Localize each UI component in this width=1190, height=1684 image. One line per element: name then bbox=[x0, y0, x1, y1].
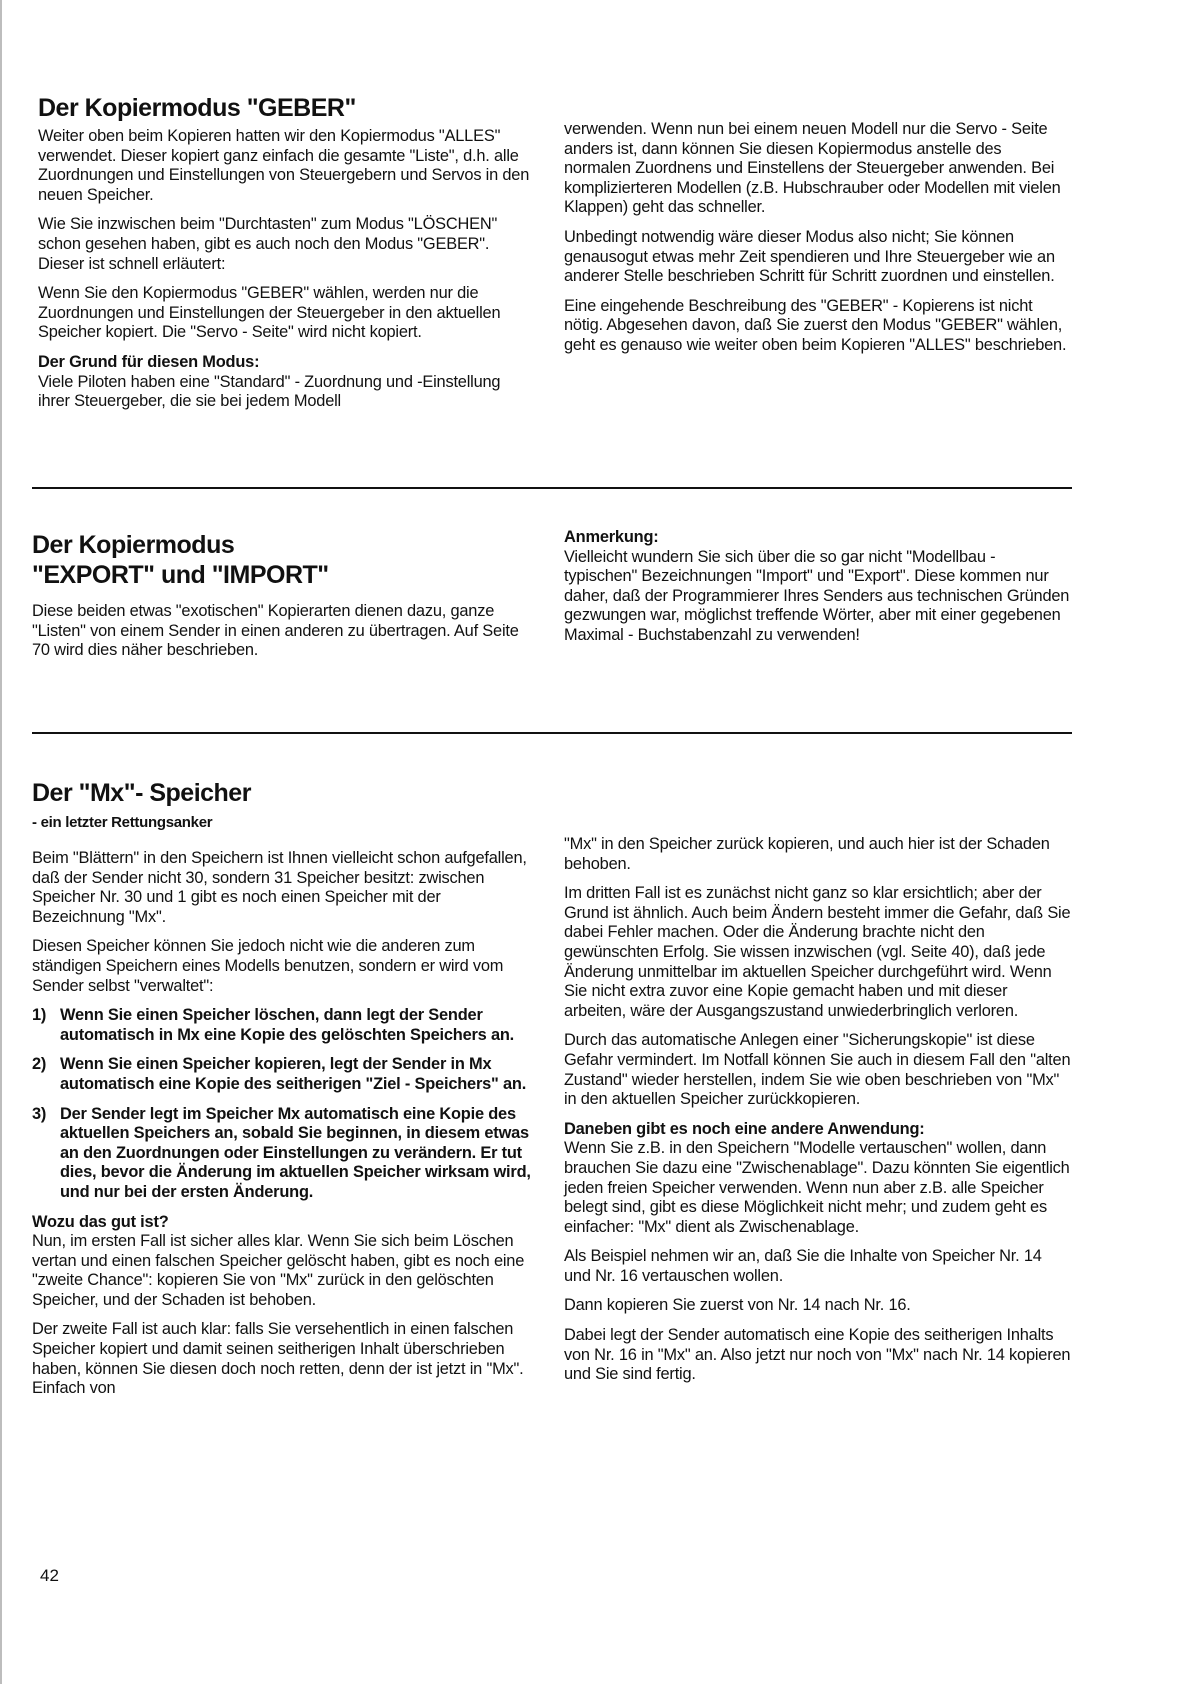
paragraph: Eine eingehende Beschreibung des "GEBER" - Kopierens ist nicht nötig. Abgesehen davon, daß Sie zuerst den Modus "GEBER" wählen, geht es genauso wie weiter oben beim Kopieren "ALLES" beschrieben. bbox=[564, 296, 1067, 354]
note-text: Vielleicht wundern Sie sich über die so gar nicht "Modellbau - typischen" Bezeichnungen "Import" und "Export". Diese kommen nur daher, daß der Programmierer Ihres Senders aus technischen Gründen gezwungen war, möglichst treffende Wörter, aber mit einer gegebenen Maximal - Buchstabenzahl zu verwenden! bbox=[564, 547, 1070, 644]
section3-left-column bbox=[32, 849, 535, 1409]
section-subtitle-mx: - ein letzter Rettungsanker bbox=[32, 814, 213, 831]
why-label: Wozu das gut ist? bbox=[32, 1212, 169, 1231]
paragraph: Viele Piloten haben eine "Standard" - Zuordnung und -Einstellung ihrer Steuergeber, die sie bei jedem Modell bbox=[38, 372, 501, 411]
paragraph: Wenn Sie z.B. in den Speichern "Modelle vertauschen" wollen, dann brauchen Sie dazu eine "Zwischenablage". Dazu könnten Sie eigentlich jeden freien Speicher verwenden. Wenn nun aber z.B. alle Speicher belegt sind, gibt es diese Möglichkeit nicht mehr; und zudem geht es einfacher: "Mx" dient als Zwischenablage. bbox=[564, 1139, 1070, 1236]
paragraph: Im dritten Fall ist es zunächst nicht ganz so klar ersichtlich; aber der Grund ist ähnlich. Auch beim Ändern besteht immer die Gefahr, daß Sie dabei Fehler machen. Oder die Änderung brachte nicht den gewünschten Erfolg. Sie wissen inzwischen (vgl. Seite 40), daß jede Änderung unmittelbar im aktuellen Speicher durchgeführt wird. Wenn Sie nicht extra zuvor eine Kopie gemacht haben und mit dieser arbeiten, wäre der Ausgangszustand unwiederbringlich verloren. bbox=[564, 884, 1071, 1020]
section2-left-column bbox=[32, 602, 535, 671]
paragraph: Als Beispiel nehmen wir an, daß Sie die Inhalte von Speicher Nr. 14 und Nr. 16 vertauschen wollen. bbox=[564, 1247, 1042, 1285]
paragraph: Weiter oben beim Kopieren hatten wir den Kopiermodus "ALLES" verwendet. Dieser kopiert ganz einfach die gesamte "Liste", d.h. alle Zuordnungen und Einstellungen von Steuergebern und Servos in den neuen Speicher. bbox=[38, 127, 530, 204]
list-item: 2) Wenn Sie einen Speicher kopieren, legt der Sender in Mx automatisch eine Kopie des seitherigen "Ziel - Speichers" an. bbox=[32, 1055, 527, 1093]
section2-right-column bbox=[564, 528, 1072, 656]
paragraph: Der zweite Fall ist auch klar: falls Sie versehentlich in einen falschen Speicher kopiert und damit seinen seitherigen Inhalt überschrieben haben, können Sie diesen doch noch retten, denn der ist jetzt in "Mx". Einfach von bbox=[32, 1320, 524, 1398]
section-divider bbox=[32, 732, 1072, 734]
section-title-export-line2: "EXPORT" und "IMPORT" bbox=[32, 561, 329, 589]
scan-edge bbox=[0, 0, 2, 1684]
section-title-geber: Der Kopiermodus "GEBER" bbox=[38, 94, 356, 122]
paragraph: Dann kopieren Sie zuerst von Nr. 14 nach Nr. 16. bbox=[564, 1296, 911, 1315]
paragraph: Diesen Speicher können Sie jedoch nicht wie die anderen zum ständigen Speichern eines Modells benutzen, sondern er wird vom Sender selbst "verwaltet": bbox=[32, 937, 504, 995]
paragraph: Dabei legt der Sender automatisch eine Kopie des seitherigen Inhalts von Nr. 16 in "Mx" an. Also jetzt nur noch von "Mx" nach Nr. 14 kopieren und Sie sind fertig. bbox=[564, 1326, 1071, 1384]
paragraph: Beim "Blättern" in den Speichern ist Ihnen vielleicht schon aufgefallen, daß der Sender nicht 30, sondern 31 Speicher besitzt: zwischen Speicher Nr. 30 und 1 gibt es noch einen Speicher mit der Bezeichnung "Mx". bbox=[32, 849, 527, 926]
paragraph: Nun, im ersten Fall ist sicher alles klar. Wenn Sie sich beim Löschen vertan und einen falschen Speicher gelöscht haben, gibt es noch eine "zweite Chance": kopieren Sie von "Mx" zurück in den gelöschten Speicher, und der Schaden ist behoben. bbox=[32, 1232, 525, 1309]
list-item: 1) Wenn Sie einen Speicher löschen, dann legt der Sender automatisch in Mx eine Kopie des gelöschten Speichers an. bbox=[32, 1006, 515, 1044]
paragraph: Unbedingt notwendig wäre dieser Modus also nicht; Sie können genausogut etwas mehr Zeit spendieren und Ihre Steuergeber wie an anderer Stelle beschrieben Schritt für Schritt zuordnen und einstellen. bbox=[564, 227, 1055, 286]
section3-right-column bbox=[564, 835, 1072, 1395]
page-number: 42 bbox=[40, 1566, 59, 1585]
section1-right-column bbox=[564, 120, 1072, 366]
section-title-mx: Der "Mx"- Speicher bbox=[32, 779, 251, 807]
paragraph: "Mx" in den Speicher zurück kopieren, und auch hier ist der Schaden behoben. bbox=[564, 835, 1050, 873]
note-label: Anmerkung: bbox=[564, 528, 659, 546]
paragraph: Durch das automatische Anlegen einer "Sicherungskopie" ist diese Gefahr vermindert. Im Notfall können Sie auch in diesem Fall den "alten Zustand" wieder herstellen, indem Sie wie oben beschrieben von "Mx" in den aktuellen Speicher zurückkopieren. bbox=[564, 1031, 1071, 1109]
paragraph: Diese beiden etwas "exotischen" Kopierarten dienen dazu, ganze "Listen" von einem Sender in einen anderen zu übertragen. Auf Seite 70 wird dies näher beschrieben. bbox=[32, 602, 519, 660]
section-divider bbox=[32, 487, 1072, 489]
section1-left-column bbox=[38, 127, 535, 422]
paragraph: verwenden. Wenn nun bei einem neuen Modell nur die Servo - Seite anders ist, dann können Sie diesen Kopiermodus anstelle des normalen Zuordnens und Einstellens der Steuergeber anwenden. Bei komplizierteren Modellen (z.B. Hubschrauber oder Modellen mit vielen Klappen) geht das schneller. bbox=[564, 120, 1061, 217]
reason-label: Der Grund für diesen Modus: bbox=[38, 352, 260, 371]
paragraph: Wie Sie inzwischen beim "Durchtasten" zum Modus "LÖSCHEN" schon gesehen haben, gibt es auch noch den Modus "GEBER". Dieser ist schnell erläutert: bbox=[38, 215, 498, 273]
section-title-export-line1: Der Kopiermodus bbox=[32, 531, 235, 559]
paragraph: Wenn Sie den Kopiermodus "GEBER" wählen, werden nur die Zuordnungen und Einstellungen der Steuergeber in den aktuellen Speicher kopiert. Die "Servo - Seite" wird nicht kopiert. bbox=[38, 284, 501, 342]
other-use-label: Daneben gibt es noch eine andere Anwendung: bbox=[564, 1119, 925, 1138]
list-item: 3) Der Sender legt im Speicher Mx automatisch eine Kopie des aktuellen Speichers an, sobald Sie beginnen, in diesem etwas an den Zuordnungen oder Einstellungen zu verändern. Er tut dies, bevor die Änderung im aktuellen Speicher wirksam wird, und nur bei der ersten Änderung. bbox=[32, 1104, 531, 1201]
mx-rules-list bbox=[32, 1006, 535, 1202]
